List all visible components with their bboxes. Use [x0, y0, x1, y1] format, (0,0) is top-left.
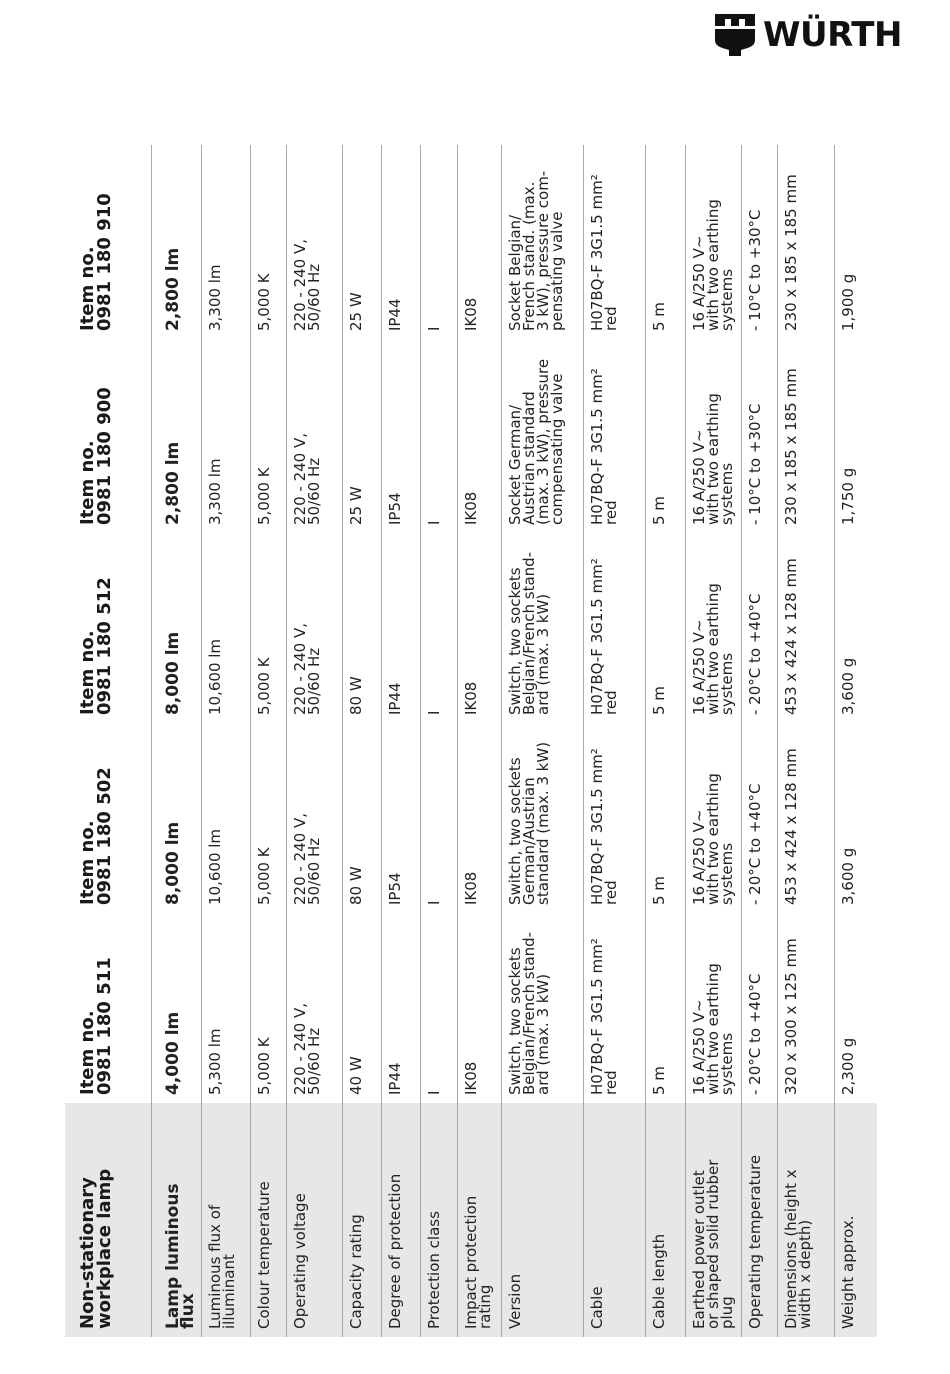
table-cell: 8,000 lm — [152, 533, 202, 723]
table-cell: 5 m — [646, 145, 685, 339]
table-cell: H07BQ-F 3G1.5 mm² red — [584, 913, 646, 1103]
row-label: Impact protection rating — [457, 1103, 501, 1337]
item-header: Item no. 0981 180 512 — [77, 577, 115, 715]
table-cell: 3,300 lm — [201, 339, 251, 533]
row-label: Luminous flux of illuminant — [201, 1103, 251, 1337]
table-cell: 10,600 lm — [201, 533, 251, 723]
table-cell: 10,600 lm — [201, 723, 251, 913]
table-cell: IK08 — [457, 145, 501, 339]
table-cell: 16 A/250 V~ with two earthing systems — [685, 913, 742, 1103]
table-cell: 5 m — [646, 533, 685, 723]
row-label: Operating temperature — [742, 1103, 778, 1337]
table-cell: IK08 — [457, 339, 501, 533]
table-corner-label: Non-stationary workplace lamp — [65, 1103, 152, 1337]
table-cell: H07BQ-F 3G1.5 mm² red — [584, 145, 646, 339]
table-cell: 80 W — [343, 723, 382, 913]
table-cell: 5,000 K — [251, 339, 287, 533]
table-cell: 8,000 lm — [152, 723, 202, 913]
table-cell: 5,000 K — [251, 145, 287, 339]
table-cell: Socket German/ Austrian standard (max. 3 kW), pressure compensating valve — [501, 339, 584, 533]
table-cell: 80 W — [343, 533, 382, 723]
table-cell: 16 A/250 V~ with two earthing systems — [685, 723, 742, 913]
table-cell: 230 x 185 x 185 mm — [778, 339, 835, 533]
table-cell: IP44 — [382, 145, 421, 339]
table-cell: 220 - 240 V, 50/60 Hz — [287, 723, 343, 913]
spec-table-rotated — [65, 145, 877, 1337]
table-cell: - 20°C to +40°C — [742, 913, 778, 1103]
wurth-logo — [715, 14, 911, 56]
table-cell: 5,000 K — [251, 723, 287, 913]
table-cell: 453 x 424 x 128 mm — [778, 723, 835, 913]
table-cell: 25 W — [343, 339, 382, 533]
table-cell: 25 W — [343, 145, 382, 339]
table-cell: - 20°C to +40°C — [742, 533, 778, 723]
table-cell: 16 A/250 V~ with two earthing systems — [685, 339, 742, 533]
row-label: Lamp luminous flux — [152, 1103, 202, 1337]
row-label: Dimensions (height x width x depth) — [778, 1103, 835, 1337]
table-cell: - 10°C to +30°C — [742, 145, 778, 339]
table-cell: 3,600 g — [835, 533, 877, 723]
table-cell: 5 m — [646, 339, 685, 533]
row-label: Version — [501, 1103, 584, 1337]
table-row — [584, 145, 646, 1337]
table-cell: H07BQ-F 3G1.5 mm² red — [584, 723, 646, 913]
item-header: Item no. 0981 180 511 — [77, 957, 115, 1095]
table-cell: 220 - 240 V, 50/60 Hz — [287, 913, 343, 1103]
table-cell: IP54 — [382, 723, 421, 913]
row-label: Operating voltage — [287, 1103, 343, 1337]
table-cell: 5 m — [646, 723, 685, 913]
table-cell: IP44 — [382, 913, 421, 1103]
table-cell: 3,300 lm — [201, 145, 251, 339]
table-cell: I — [421, 913, 457, 1103]
table-cell: H07BQ-F 3G1.5 mm² red — [584, 339, 646, 533]
row-label: Cable length — [646, 1103, 685, 1337]
table-header-row — [65, 145, 152, 1337]
table-cell: 5,300 lm — [201, 913, 251, 1103]
table-cell: 5 m — [646, 913, 685, 1103]
row-label: Colour temperature — [251, 1103, 287, 1337]
table-cell: 16 A/250 V~ with two earthing systems — [685, 145, 742, 339]
table-cell: - 10°C to +30°C — [742, 339, 778, 533]
row-label: Earthed power outlet or shaped solid rubber plug — [685, 1103, 742, 1337]
table-row — [421, 145, 457, 1337]
wurth-logo-mark — [715, 14, 755, 56]
table-cell: 2,800 lm — [152, 339, 202, 533]
item-header: Item no. 0981 180 502 — [77, 767, 115, 905]
table-cell: 220 - 240 V, 50/60 Hz — [287, 339, 343, 533]
row-label: Cable — [584, 1103, 646, 1337]
spec-table — [65, 145, 877, 1337]
table-cell: IP54 — [382, 339, 421, 533]
item-header: Item no. 0981 180 910 — [77, 193, 115, 331]
table-cell: 1,900 g — [835, 145, 877, 339]
table-cell: 5,000 K — [251, 913, 287, 1103]
table-row — [287, 145, 343, 1337]
table-row — [457, 145, 501, 1337]
table-cell: IP44 — [382, 533, 421, 723]
table-cell: IK08 — [457, 533, 501, 723]
table-cell: 453 x 424 x 128 mm — [778, 533, 835, 723]
table-cell: IK08 — [457, 913, 501, 1103]
table-row — [152, 145, 202, 1337]
table-cell: 3,600 g — [835, 723, 877, 913]
table-cell: 1,750 g — [835, 339, 877, 533]
row-label: Degree of protection — [382, 1103, 421, 1337]
table-cell: IK08 — [457, 723, 501, 913]
table-cell: 2,800 lm — [152, 145, 202, 339]
table-row — [778, 145, 835, 1337]
table-row — [835, 145, 877, 1337]
table-cell: - 20°C to +40°C — [742, 723, 778, 913]
table-row — [501, 145, 584, 1337]
table-cell: 230 x 185 x 185 mm — [778, 145, 835, 339]
table-cell: 220 - 240 V, 50/60 Hz — [287, 145, 343, 339]
table-cell: 4,000 lm — [152, 913, 202, 1103]
row-label: Weight approx. — [835, 1103, 877, 1337]
table-row — [251, 145, 287, 1337]
table-row — [685, 145, 742, 1337]
table-cell: Switch, two sockets Belgian/French stand- ard (max. 3 kW) — [501, 533, 584, 723]
table-cell: I — [421, 533, 457, 723]
row-label: Protection class — [421, 1103, 457, 1337]
table-cell: 40 W — [343, 913, 382, 1103]
table-cell: 16 A/250 V~ with two earthing systems — [685, 533, 742, 723]
table-row — [646, 145, 685, 1337]
table-row — [742, 145, 778, 1337]
table-cell: 5,000 K — [251, 533, 287, 723]
table-cell: I — [421, 145, 457, 339]
table-cell: Switch, two sockets German/Austrian standard (max. 3 kW) — [501, 723, 584, 913]
table-cell: 2,300 g — [835, 913, 877, 1103]
table-cell: Switch, two sockets Belgian/French stand- ard (max. 3 kW) — [501, 913, 584, 1103]
table-cell: Socket Belgian/ French stand. (max. 3 kW), pressure com- pensating valve — [501, 145, 584, 339]
table-cell: H07BQ-F 3G1.5 mm² red — [584, 533, 646, 723]
row-label: Capacity rating — [343, 1103, 382, 1337]
table-cell: 320 x 300 x 125 mm — [778, 913, 835, 1103]
table-row — [343, 145, 382, 1337]
table-row — [201, 145, 251, 1337]
item-header: Item no. 0981 180 900 — [77, 387, 115, 525]
table-cell: I — [421, 339, 457, 533]
table-cell: I — [421, 723, 457, 913]
table-row — [382, 145, 421, 1337]
brand-name: WÜRTH — [763, 15, 902, 55]
table-cell: 220 - 240 V, 50/60 Hz — [287, 533, 343, 723]
